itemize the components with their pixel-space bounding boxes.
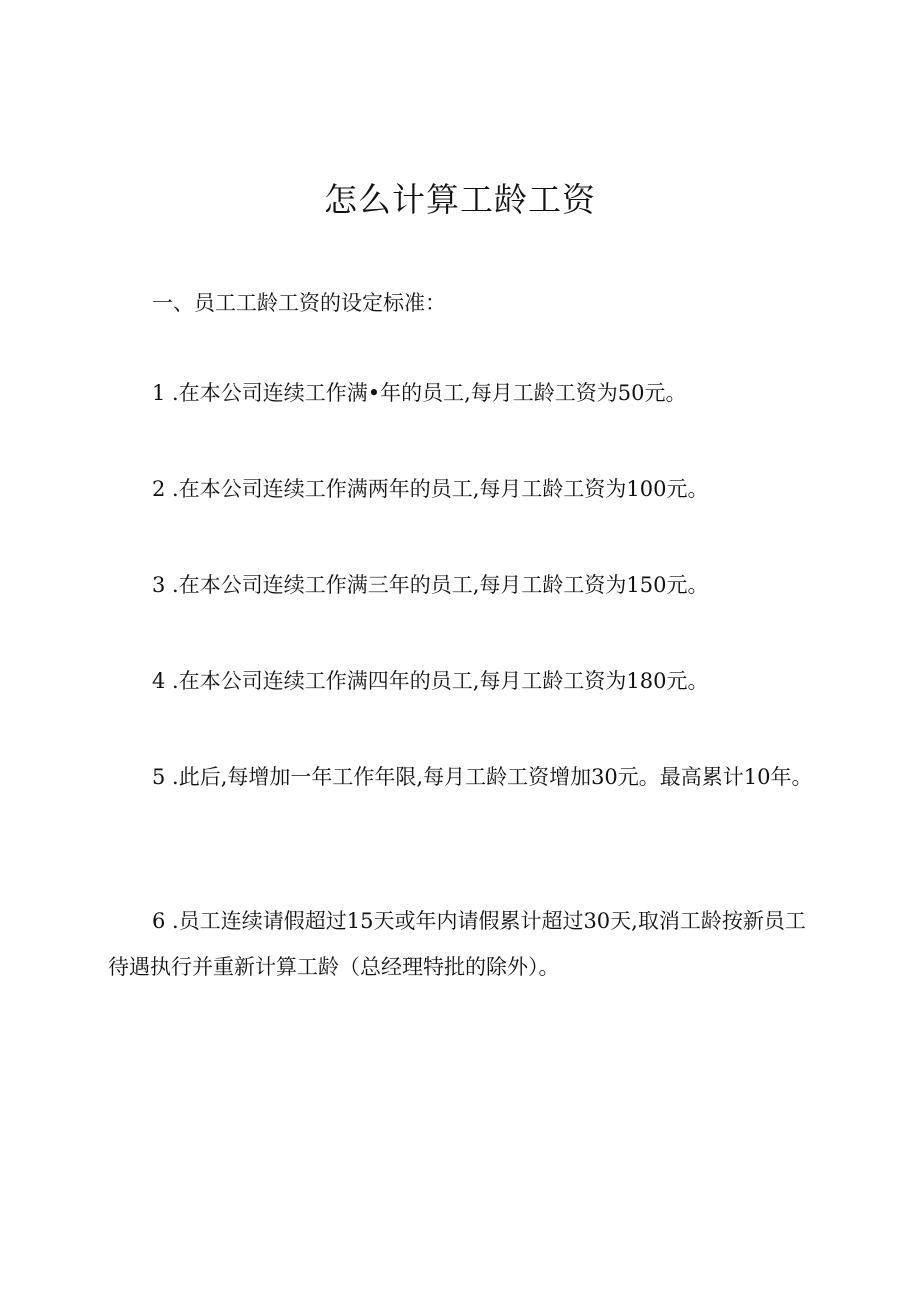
- item-text: .在本公司连续工作满四年的员工,每月工龄工资为180元。: [165, 669, 709, 693]
- item-text: .在本公司连续工作满•年的员工,每月工龄工资为50元。: [165, 381, 687, 405]
- list-item: [108, 370, 824, 416]
- list-item: [108, 562, 824, 608]
- list-item: [108, 466, 824, 512]
- item-text: .此后,每增加一年工作年限,每月工龄工资增加30元。最高累计10年。: [165, 765, 813, 789]
- item-number: 2: [152, 477, 166, 501]
- item-number: 1: [152, 381, 166, 405]
- item-number: 3: [152, 573, 166, 597]
- item-number: 5: [152, 765, 166, 789]
- item-number: 4: [152, 669, 166, 693]
- item-number: 6: [152, 909, 166, 933]
- item-text: .在本公司连续工作满两年的员工,每月工龄工资为100元。: [165, 477, 709, 501]
- list-item: [108, 754, 824, 800]
- section-heading: 一、员工工龄工资的设定标准：: [152, 291, 446, 315]
- list-item: [108, 898, 824, 990]
- document-title: 怎么计算工龄工资: [324, 180, 596, 219]
- item-text: .在本公司连续工作满三年的员工,每月工龄工资为150元。: [165, 573, 709, 597]
- list-item: [108, 658, 824, 704]
- item-text: .员工连续请假超过15天或年内请假累计超过30天,取消工龄按新员工待遇执行并重新计算工龄（总经理特批的除外）。: [108, 909, 806, 979]
